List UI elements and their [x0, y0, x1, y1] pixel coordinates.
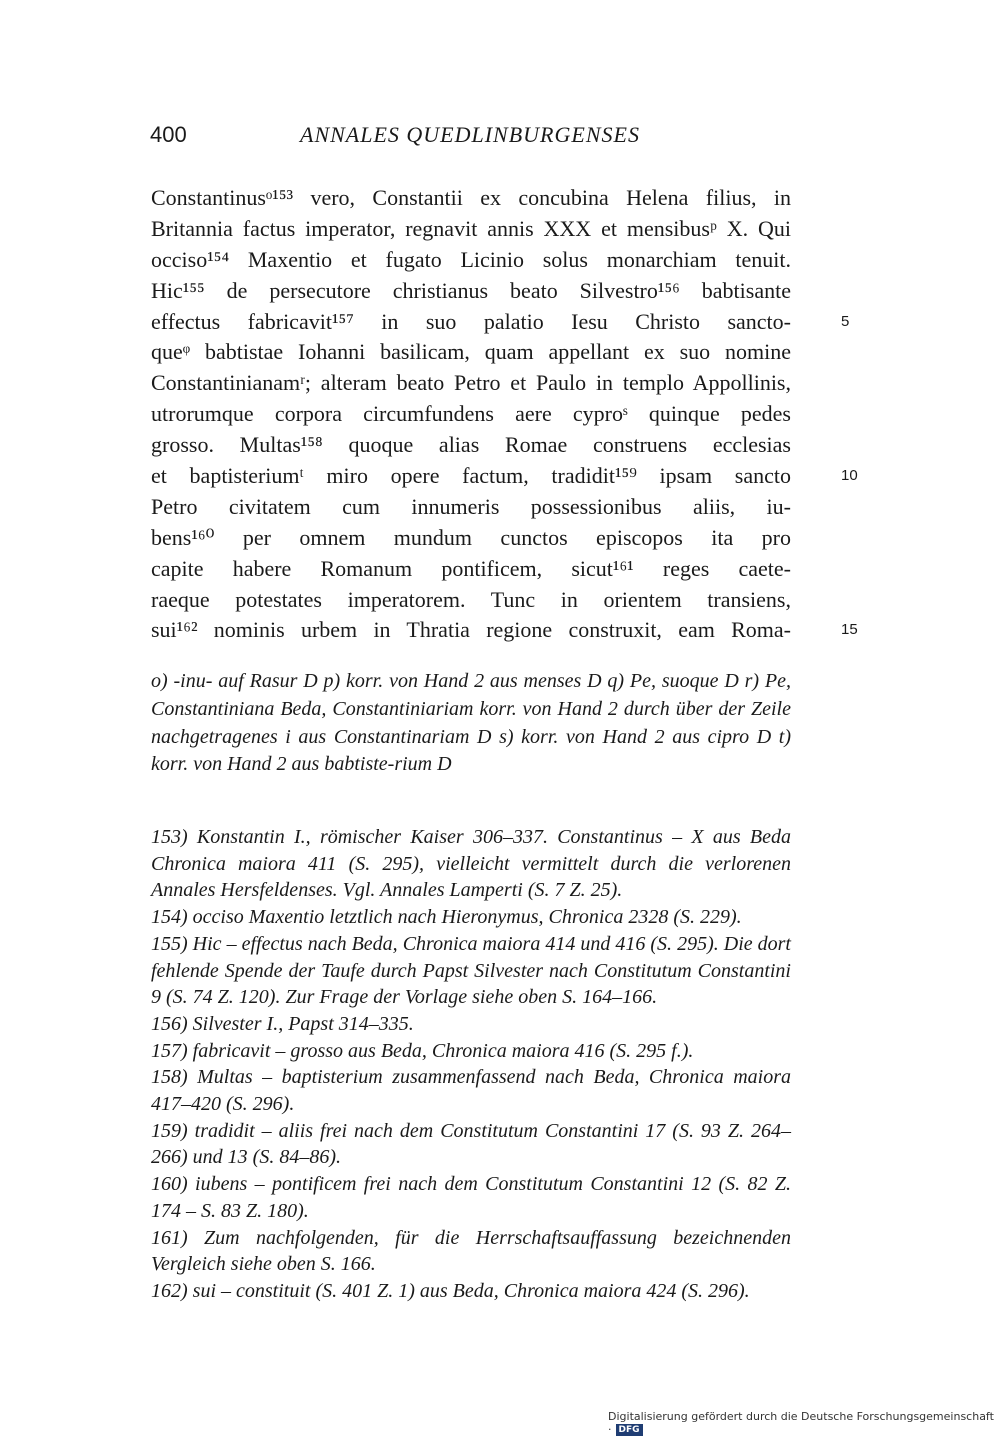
text-line: sui¹⁶² nominis urbem in Thratia regione construxit, eam Roma- 15	[151, 615, 791, 646]
text-line: et baptisteriumᵗ miro opere factum, tradidit¹⁵⁹ ipsam sancto 10	[151, 461, 791, 492]
text-line: Britannia factus imperator, regnavit annis XXX et mensibusᵖ X. Qui	[151, 215, 791, 241]
text-line: Hic¹⁵⁵ de persecutore christianus beato Silvestro¹⁵⁶ babtisante	[151, 277, 791, 303]
text-line: grosso. Multas¹⁵⁸ quoque alias Romae construens ecclesias	[151, 432, 791, 458]
main-text	[151, 183, 858, 646]
text-line: effectus fabricavit¹⁵⁷ in suo palatio Iesu Christo sancto- 5	[151, 307, 791, 338]
text-line: occiso¹⁵⁴ Maxentio et fugato Licinio solus monarchiam tenuit.	[151, 246, 791, 272]
commentary-note: 157) fabricavit – grosso aus Beda, Chronica maiora 416 (S. 295 f.).	[151, 1039, 694, 1062]
commentary-note: 161) Zum nachfolgenden, für die Herrschaftsauffassung bezeichnenden Vergleich siehe oben S. 166.	[151, 1226, 791, 1276]
running-title: ANNALES QUEDLINBURGENSES	[300, 122, 640, 147]
dfg-logo: DFG	[616, 1424, 643, 1436]
commentary-note: 160) iubens – pontificem frei nach dem Constitutum Constantini 12 (S. 82 Z. 174 – S. 83 Z. 180).	[151, 1173, 791, 1222]
text-line: bens¹⁶⁰ per omnem mundum cunctos episcopos ita pro	[151, 524, 791, 550]
line-number: 5	[841, 312, 850, 330]
apparatus-entry: o) -inu- auf Rasur D p) korr. von Hand 2 aus menses D q) Pe, suoque D r) Pe, Constantiniana Beda, Constantiniariam korr. von Hand 2 durch über der Zeile nachgetragenes i aus Constantinariam D s) korr. von Hand 2 aus cipro D t) korr. von Hand 2 aus babtiste-rium D	[151, 670, 791, 776]
commentary-note: 154) occiso Maxentio letztlich nach Hieronymus, Chronica 2328 (S. 229).	[151, 906, 742, 929]
text-line: utrorumque corpora circumfundens aere cyproˢ quinque pedes	[151, 401, 791, 427]
line-number: 15	[841, 621, 858, 639]
text-line: Constantinusᵒ¹⁵³ vero, Constantii ex concubina Helena filius, in	[151, 185, 791, 210]
text-line: capite habere Romanum pontificem, sicut¹⁶¹ reges caete-	[151, 555, 791, 581]
page-number: 400	[150, 122, 187, 147]
commentary-note: 159) tradidit – aliis frei nach dem Constitutum Constantini 17 (S. 93 Z. 264–266) und 13 (S. 84–86).	[151, 1119, 791, 1169]
commentary-notes	[151, 824, 791, 1305]
text-line: Petro civitatem cum innumeris possessionibus aliis, iu-	[151, 493, 791, 519]
commentary-note: 153) Konstantin I., römischer Kaiser 306–337. Constantinus – X aus Beda Chronica maiora 411 (S. 295), vielleicht vermittelt durch die verlorenen Annales Hersfeldenses. Vgl. Annales Lamperti (S. 7 Z. 25).	[151, 826, 791, 902]
line-number: 10	[841, 467, 858, 485]
commentary-note: 156) Silvester I., Papst 314–335.	[151, 1012, 414, 1035]
credit-text: Digitalisierung gefördert durch die Deutsche Forschungsgemeinschaft ·	[608, 1410, 994, 1436]
commentary-note: 158) Multas – baptisterium zusammenfassend nach Beda, Chronica maiora 417–420 (S. 296).	[151, 1066, 791, 1116]
critical-apparatus	[151, 668, 791, 779]
text-line: raeque potestates imperatorem. Tunc in orientem transiens,	[151, 586, 791, 612]
digitization-credit	[608, 1410, 1000, 1436]
text-line: queᵠ babtistae Iohanni basilicam, quam appellant ex suo nomine	[151, 339, 791, 365]
page-header	[150, 122, 850, 152]
text-line: Constantinianamʳ; alteram beato Petro et Paulo in templo Appollinis,	[151, 370, 791, 396]
commentary-note: 155) Hic – effectus nach Beda, Chronica maiora 414 und 416 (S. 295). Die dort fehlende Spende der Taufe durch Papst Silvester nach Constitutum Constantini 9 (S. 74 Z. 120). Zur Frage der Vorlage siehe oben S. 164–166.	[151, 932, 791, 1009]
commentary-note: 162) sui – constituit (S. 401 Z. 1) aus Beda, Chronica maiora 424 (S. 296).	[151, 1279, 750, 1302]
